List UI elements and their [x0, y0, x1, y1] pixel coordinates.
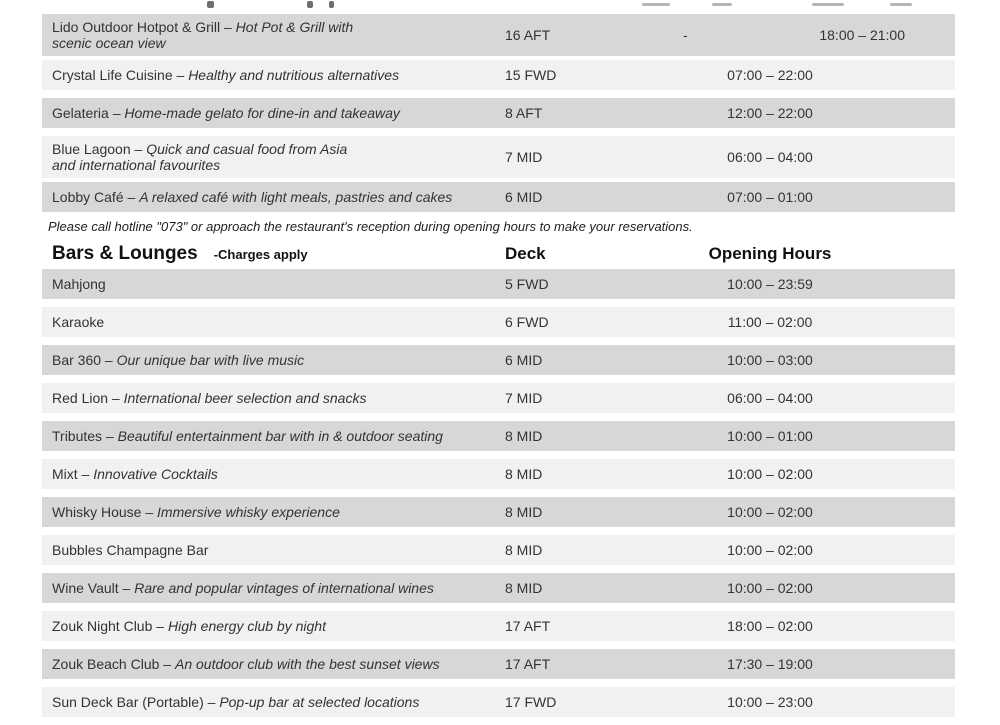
venue-row: [42, 573, 955, 603]
bars-section-title: Bars & Lounges: [52, 243, 198, 264]
hours-cell: [635, 580, 955, 596]
name-desc-separator: –: [203, 694, 220, 710]
venue-name: Lobby Café: [52, 189, 124, 205]
deck-cell: 17 AFT: [505, 618, 551, 634]
venue-row: [42, 497, 955, 527]
venue-name: Bubbles Champagne Bar: [52, 542, 209, 558]
hours-cell: [635, 542, 955, 558]
hours-value: 10:00 – 02:00: [727, 580, 813, 596]
venue-description: Beautiful entertainment bar with in & outdoor seating: [117, 428, 443, 444]
name-desc-separator: –: [220, 19, 236, 35]
venue-name: Zouk Beach Club: [52, 656, 160, 672]
hours-cell: [635, 428, 955, 444]
hours-value: 10:00 – 23:59: [727, 276, 813, 292]
venue-description: International beer selection and snacks: [123, 390, 367, 406]
hours-cell: [635, 189, 955, 205]
hours-cell: [635, 466, 955, 482]
venue-description: Healthy and nutritious alternatives: [188, 67, 400, 83]
venue-name-cell: [42, 141, 505, 173]
name-desc-separator: –: [130, 141, 147, 157]
deck-cell: 6 MID: [505, 189, 543, 205]
venue-name: Blue Lagoon: [52, 141, 131, 157]
venue-description: and international favourites: [52, 157, 221, 173]
venue-description: High energy club by night: [167, 618, 326, 634]
bars-table: [42, 269, 955, 717]
hours-value: 10:00 – 02:00: [727, 504, 813, 520]
name-desc-separator: –: [108, 105, 125, 121]
venue-row: [42, 421, 955, 451]
opening-hours-column-header: [635, 244, 955, 264]
name-desc-separator: –: [101, 352, 117, 368]
name-desc-separator: –: [141, 504, 158, 520]
venue-name: Red Lion: [52, 390, 109, 406]
bars-section-header: [42, 243, 955, 269]
hours-cell: [635, 352, 955, 368]
hours-value: 10:00 – 02:00: [727, 466, 813, 482]
deck-cell: 8 MID: [505, 428, 543, 444]
hours-cell: [635, 618, 955, 634]
venue-name: Mixt: [52, 466, 78, 482]
hours-cell: [635, 314, 955, 330]
hours-value: 10:00 – 23:00: [727, 694, 813, 710]
venue-row: [42, 98, 955, 128]
hours-cell: [635, 390, 955, 406]
venue-description: Innovative Cocktails: [93, 466, 218, 482]
name-desc-separator: –: [102, 428, 118, 444]
deck-cell: 17 FWD: [505, 694, 557, 710]
hours-value: 10:00 – 02:00: [727, 542, 813, 558]
deck-cell: 6 FWD: [505, 314, 549, 330]
venue-name-cell: [42, 19, 505, 51]
venue-row: [42, 687, 955, 717]
venue-row: [42, 345, 955, 375]
hours-value: 18:00 – 21:00: [819, 27, 905, 43]
name-desc-separator: –: [108, 390, 124, 406]
charges-apply-label: -Charges apply: [213, 247, 308, 262]
venue-name: Lido Outdoor Hotpot & Grill: [52, 19, 221, 35]
deck-cell: 17 AFT: [505, 656, 551, 672]
hours-cell: [635, 149, 955, 165]
venue-name: Sun Deck Bar (Portable): [52, 694, 204, 710]
clipped-text-fragment: [890, 3, 912, 6]
clipped-text-fragment: [642, 3, 670, 6]
venue-name: Gelateria: [52, 105, 109, 121]
venue-description: A relaxed café with light meals, pastries and cakes: [139, 189, 453, 205]
venue-name: Karaoke: [52, 314, 105, 330]
venue-name-cell: [42, 656, 505, 672]
clipped-text-fragment: [712, 3, 732, 6]
venue-row: [42, 307, 955, 337]
schedule-page: [42, 0, 955, 725]
reservation-note: Please call hotline "073" or approach the restaurant's reception during opening hours to make your reservations.: [48, 219, 693, 234]
name-desc-separator: –: [77, 466, 94, 482]
hours-value: 06:00 – 04:00: [727, 149, 813, 165]
venue-name: Wine Vault: [52, 580, 119, 596]
deck-cell: 8 MID: [505, 504, 543, 520]
venue-name-cell: [42, 105, 505, 121]
hours-value: 18:00 – 02:00: [727, 618, 813, 634]
clipped-text-fragment: [207, 1, 214, 8]
venue-row: [42, 459, 955, 489]
opening-hours-header-text: Opening Hours: [708, 244, 832, 263]
clipped-top-row: [42, 0, 955, 13]
deck-cell: 6 MID: [505, 352, 543, 368]
name-desc-separator: –: [123, 189, 140, 205]
venue-description: Pop-up bar at selected locations: [219, 694, 420, 710]
clipped-text-fragment: [329, 1, 334, 8]
deck-cell: 7 MID: [505, 390, 543, 406]
venue-row: [42, 611, 955, 641]
venue-description: Quick and casual food from Asia: [146, 141, 348, 157]
hours-dash: -: [683, 27, 688, 43]
venue-description: Our unique bar with live music: [116, 352, 305, 368]
hours-value: 10:00 – 03:00: [727, 352, 813, 368]
hours-value: 17:30 – 19:00: [727, 656, 813, 672]
venue-description: An outdoor club with the best sunset views: [174, 656, 440, 672]
venue-name-cell: [42, 390, 505, 406]
venue-description: scenic ocean view: [52, 35, 166, 51]
venue-name: Tributes: [52, 428, 103, 444]
venue-name-cell: [42, 618, 505, 634]
deck-cell: 5 FWD: [505, 276, 549, 292]
venue-row: [42, 14, 955, 56]
venue-row: [42, 60, 955, 90]
hours-cell: [635, 504, 955, 520]
venue-row: [42, 136, 955, 178]
deck-cell: 16 AFT: [505, 27, 551, 43]
venue-name: Zouk Night Club: [52, 618, 153, 634]
venue-name-cell: [42, 504, 505, 520]
hours-value: 07:00 – 22:00: [727, 67, 813, 83]
deck-cell: 8 MID: [505, 580, 543, 596]
hours-value: 12:00 – 22:00: [727, 105, 813, 121]
bars-header-title-cell: [42, 243, 505, 265]
deck-cell: 15 FWD: [505, 67, 557, 83]
hours-cell: [635, 276, 955, 292]
venue-name: Whisky House: [52, 504, 142, 520]
hours-value: 07:00 – 01:00: [727, 189, 813, 205]
venue-description: Immersive whisky experience: [157, 504, 340, 520]
venue-name-cell: [42, 466, 505, 482]
venue-description: Rare and popular vintages of international wines: [134, 580, 434, 596]
venue-description: Home-made gelato for dine-in and takeaway: [124, 105, 400, 121]
venue-row: [42, 535, 955, 565]
venue-name: Bar 360: [52, 352, 102, 368]
hours-value: 06:00 – 04:00: [727, 390, 813, 406]
clipped-text-fragment: [812, 3, 844, 6]
venue-description: Hot Pot & Grill with: [235, 19, 354, 35]
deck-cell: 8 MID: [505, 466, 543, 482]
venue-row: [42, 649, 955, 679]
hours-cell: [635, 105, 955, 121]
venue-name-cell: [42, 694, 505, 710]
clipped-text-fragment: [307, 1, 313, 8]
venue-name-cell: [42, 580, 505, 596]
name-desc-separator: –: [152, 618, 168, 634]
deck-cell: 8 AFT: [505, 105, 543, 121]
venue-row: [42, 182, 955, 212]
venue-name-cell: [42, 189, 505, 205]
name-desc-separator: –: [172, 67, 189, 83]
venue-name-cell: [42, 67, 505, 83]
venue-row: [42, 383, 955, 413]
deck-cell: 8 MID: [505, 542, 543, 558]
deck-cell: 7 MID: [505, 149, 543, 165]
venue-row: [42, 269, 955, 299]
hours-cell: [635, 656, 955, 672]
hours-cell: [635, 67, 955, 83]
hours-value: 11:00 – 02:00: [727, 314, 813, 330]
venue-name: Mahjong: [52, 276, 106, 292]
hours-value: 10:00 – 01:00: [727, 428, 813, 444]
venue-name: Crystal Life Cuisine: [52, 67, 173, 83]
name-desc-separator: –: [159, 656, 175, 672]
venue-name-cell: [42, 428, 505, 444]
deck-column-header: Deck: [505, 244, 546, 263]
restaurants-table: [42, 14, 955, 212]
name-desc-separator: –: [118, 580, 135, 596]
venue-name-cell: [42, 314, 505, 330]
venue-name-cell: [42, 352, 505, 368]
venue-name-cell: [42, 542, 505, 558]
hours-cell: [635, 694, 955, 710]
venue-name-cell: [42, 276, 505, 292]
